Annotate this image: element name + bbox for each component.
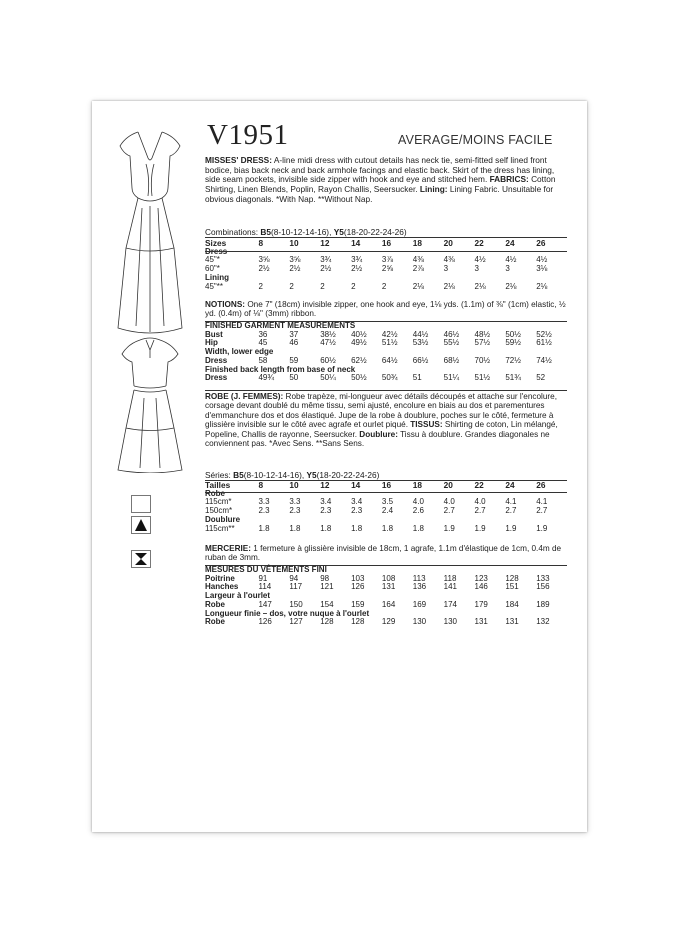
table-cell: 141 — [443, 582, 457, 592]
one-way-fabric-symbol — [131, 516, 151, 534]
table-cell: 57½ — [474, 338, 491, 348]
table-cell: 59½ — [505, 338, 521, 348]
section-label: Doublure — [205, 514, 241, 524]
divider — [205, 251, 567, 252]
table-cell: 2½ — [320, 264, 332, 274]
table-row — [205, 507, 563, 516]
table-cell: 2.3 — [320, 506, 332, 516]
table-cell: 4.0 — [412, 497, 424, 507]
row-label: Hip — [205, 338, 218, 348]
table-cell: 1.8 — [320, 523, 332, 533]
english-notions: NOTIONS: One 7" (18cm) invisible zipper, one hook and eye, 1⅛ yds. (1.1m) of ⅜" (1cm) elastic, ½ yd. (0.4m) of ⅛" (3mm) ribbon. — [205, 300, 566, 319]
row-label: 60"* — [205, 264, 220, 274]
divider — [205, 492, 567, 493]
table-cell: 2.6 — [412, 506, 424, 516]
table-cell: 4⅜ — [412, 255, 424, 265]
back-view-drawing — [118, 338, 182, 473]
size-header-cell: 18 — [412, 480, 423, 490]
table-row — [205, 283, 563, 292]
size-header-cell: 14 — [351, 238, 361, 248]
table-cell: 49¾ — [258, 373, 275, 383]
table-cell: 147 — [258, 599, 272, 609]
table-cell: 184 — [505, 599, 519, 609]
table-cell: 130 — [443, 617, 457, 627]
table-cell: 2⅛ — [474, 281, 486, 291]
dress-line-drawings — [108, 128, 192, 473]
table-cell: 2½ — [289, 264, 301, 274]
table-cell: 2.3 — [258, 506, 270, 516]
size-header-cell: 20 — [443, 480, 453, 490]
blank-fabric-symbol — [131, 495, 151, 513]
section-label: MESURES DU VÊTEMENTS FINI — [205, 565, 327, 574]
size-header-cell: 24 — [505, 480, 515, 490]
table-cell: 146 — [474, 582, 488, 592]
table-cell: 72½ — [505, 355, 521, 365]
table-cell: 4.1 — [536, 497, 548, 507]
table-cell: 55½ — [443, 338, 460, 348]
table-cell: 189 — [536, 599, 550, 609]
table-cell: 129 — [381, 617, 396, 627]
row-label: 115cm* — [205, 497, 232, 507]
table-cell: 51½ — [474, 373, 491, 383]
table-cell: 3 — [474, 264, 479, 274]
table-cell: 4.0 — [443, 497, 455, 507]
table-cell: 2.7 — [536, 506, 548, 516]
size-header-cell: 22 — [474, 480, 484, 490]
table-cell: 3¾ — [351, 255, 363, 265]
row-label: Hanches — [205, 582, 239, 592]
size-header-cell: 8 — [258, 238, 264, 248]
table-cell: 3 — [505, 264, 510, 274]
table-cell: 1.9 — [536, 523, 548, 533]
table-cell: 126 — [351, 582, 365, 592]
table-cell: 156 — [536, 582, 550, 592]
triangle-up-icon — [132, 517, 150, 533]
table-cell: 2.7 — [443, 506, 455, 516]
table-cell: 50½ — [351, 373, 367, 383]
table-cell: 3⅛ — [536, 264, 548, 274]
table-cell: 174 — [443, 599, 457, 609]
table-cell: 169 — [412, 599, 427, 609]
table-cell: 2⅛ — [536, 281, 548, 291]
table-cell: 127 — [289, 617, 303, 627]
table-cell: 150 — [289, 599, 303, 609]
table-cell: 126 — [258, 617, 272, 627]
table-cell: 1.9 — [474, 523, 486, 533]
table-cell: 1.8 — [258, 523, 270, 533]
french-description: ROBE (J. FEMMES): Robe trapèze, mi-longueur avec détails découpés et attache sur l'encolure, corsage devant doublé du même tissu, semi ajusté, encolure en biais au dos et parementures d'emmanchure dos et dos élastiqué. Jupe de la robe à doublure, poches sur le côté, fermeture à glissière invisible sur le côté avec agrafe et ourlet piqué. TISSUS: Shirting de coton, Lin mélangé, Popeline, Challis de rayonne, Seersucker. Doublure: Tissu à doublure. Grandes diagonales ne conviennent pas. *Avec Sens. **Sans Sens. — [205, 392, 558, 449]
size-header-cell: 10 — [289, 238, 299, 248]
table-cell: 2 — [351, 281, 356, 291]
row-label: Robe — [205, 599, 225, 609]
size-header-cell: 8 — [258, 480, 264, 490]
table-cell: 2 — [320, 281, 325, 291]
size-header-row — [205, 481, 563, 490]
size-header-cell: 12 — [320, 480, 330, 490]
table-cell: 2.3 — [351, 506, 363, 516]
table-cell: 159 — [351, 599, 365, 609]
table-cell: 103 — [351, 573, 365, 583]
table-cell: 74½ — [536, 355, 552, 365]
table-cell: 60½ — [320, 355, 336, 365]
table-cell: 58 — [258, 355, 268, 365]
table-row — [205, 525, 563, 534]
row-label: 45"** — [205, 281, 223, 291]
table-cell: 2½ — [351, 264, 363, 274]
table-cell: 2½ — [258, 264, 270, 274]
table-cell: 154 — [320, 599, 334, 609]
section-label: Robe — [205, 488, 225, 498]
size-header-cell: 26 — [536, 238, 546, 248]
english-yardage-table — [205, 239, 563, 291]
table-cell: 128 — [320, 617, 334, 627]
table-cell: 59 — [289, 355, 299, 365]
table-cell: 4⅜ — [443, 255, 455, 265]
table-cell: 2⅞ — [412, 264, 424, 274]
table-cell: 44½ — [412, 329, 429, 339]
table-cell: 3⅝ — [289, 255, 301, 265]
row-label: 150cm* — [205, 506, 233, 516]
table-cell: 66½ — [412, 355, 429, 365]
table-cell: 4½ — [474, 255, 486, 265]
table-cell: 45 — [258, 338, 268, 348]
table-cell: 48½ — [474, 329, 491, 339]
table-cell: 2.7 — [505, 506, 517, 516]
english-finished-table — [205, 322, 563, 383]
size-header-cell: 22 — [474, 238, 484, 248]
table-cell: 128 — [505, 573, 519, 583]
table-cell: 51 — [412, 373, 422, 383]
dress-title: MISSES' DRESS: — [205, 155, 272, 165]
table-cell: 131 — [474, 617, 488, 627]
french-notions: MERCERIE: 1 fermeture à glissière invisible de 18cm, 1 agrafe, 1.1m d'élastique de 1cm, 0.4m de ruban de 3mm. — [205, 544, 562, 563]
table-cell: 118 — [443, 573, 457, 583]
divider — [205, 390, 567, 391]
table-cell: 51¼ — [443, 373, 460, 383]
difficulty-label: AVERAGE/MOINS FACILE — [398, 133, 553, 147]
table-cell: 37 — [289, 329, 299, 339]
table-cell: 98 — [320, 573, 330, 583]
table-cell: 94 — [289, 573, 299, 583]
table-cell: 52 — [536, 373, 546, 383]
table-cell: 42½ — [381, 329, 398, 339]
table-cell: 121 — [320, 582, 334, 592]
table-cell: 3⅞ — [381, 255, 394, 265]
table-cell: 46½ — [443, 329, 460, 339]
fabrics-text: Cotton Shirting, Linen Blends, Poplin, Rayon Challis, Seersucker. — [205, 174, 556, 195]
table-cell: 50¼ — [320, 373, 336, 383]
table-row — [205, 618, 563, 627]
table-cell: 1.8 — [381, 523, 394, 533]
table-cell: 2 — [258, 281, 263, 291]
table-cell: 133 — [536, 573, 550, 583]
size-header-cell: 16 — [381, 480, 392, 490]
size-header-row — [205, 239, 563, 248]
table-cell: 151 — [505, 582, 519, 592]
table-cell: 132 — [536, 617, 550, 627]
table-cell: 128 — [351, 617, 365, 627]
front-view-drawing — [118, 132, 182, 333]
section-label: Lining — [205, 272, 229, 282]
section-label: Finished back length from base of neck — [205, 364, 356, 374]
table-cell: 40½ — [351, 329, 367, 339]
table-cell: 68½ — [443, 355, 460, 365]
table-cell: 3.4 — [351, 497, 363, 507]
table-cell: 91 — [258, 573, 268, 583]
table-cell: 117 — [289, 582, 303, 592]
table-cell: 2⅛ — [412, 281, 424, 291]
lining-text: Lining Fabric. Unsuitable for obvious diagonals. *With Nap. **Without Nap. — [205, 184, 554, 204]
row-label: 45"* — [205, 255, 220, 265]
table-cell: 131 — [505, 617, 519, 627]
table-cell: 4½ — [505, 255, 517, 265]
table-cell: 3.3 — [289, 497, 301, 507]
row-label: Bust — [205, 329, 223, 339]
section-label: FINISHED GARMENT MEASUREMENTS — [205, 321, 356, 330]
table-cell: 52½ — [536, 329, 552, 339]
table-cell: 3 — [443, 264, 449, 274]
table-cell: 3⅝ — [258, 255, 270, 265]
row-label: Poitrine — [205, 573, 235, 583]
table-cell: 61½ — [536, 338, 552, 348]
table-cell: 1.8 — [351, 523, 363, 533]
table-cell: 51¾ — [505, 373, 521, 383]
table-cell: 3.5 — [381, 497, 394, 507]
french-combinations: Séries: B5(8-10-12-14-16), Y5(18-20-22-24-26) — [205, 470, 380, 480]
section-label: Dress — [205, 246, 228, 256]
row-label: Dress — [205, 373, 228, 383]
pattern-code: V1951 — [207, 119, 289, 151]
table-cell: 2 — [289, 281, 294, 291]
table-row — [205, 265, 563, 274]
size-header-label: Sizes — [205, 238, 227, 248]
size-header-cell: 10 — [289, 480, 299, 490]
table-cell: 1.9 — [505, 523, 517, 533]
table-cell: 2.3 — [289, 506, 301, 516]
table-cell: 70½ — [474, 355, 491, 365]
section-label: Longueur finie – dos, votre nuque à l'ourlet — [205, 608, 370, 618]
size-header-cell: 24 — [505, 238, 515, 248]
french-finished-table — [205, 566, 563, 627]
table-cell: 50½ — [505, 329, 521, 339]
table-cell: 131 — [381, 582, 396, 592]
table-cell: 50 — [289, 373, 299, 383]
table-cell: 3.3 — [258, 497, 270, 507]
section-label: Width, lower edge — [205, 347, 274, 357]
section-label: Largeur à l'ourlet — [205, 591, 271, 601]
french-yardage-table — [205, 481, 563, 533]
table-cell: 1.8 — [289, 523, 301, 533]
row-label: 115cm** — [205, 523, 235, 533]
table-cell: 50¾ — [381, 373, 398, 383]
hourglass-icon — [132, 551, 150, 567]
table-cell: 38½ — [320, 329, 336, 339]
table-row — [205, 374, 563, 383]
table-cell: 4.0 — [474, 497, 486, 507]
table-cell: 2 — [381, 281, 387, 291]
table-cell: 2.4 — [381, 506, 394, 516]
size-header-cell: 20 — [443, 238, 453, 248]
table-cell: 123 — [474, 573, 488, 583]
table-cell: 164 — [381, 599, 396, 609]
size-header-cell: 18 — [412, 238, 423, 248]
table-cell: 3¾ — [320, 255, 332, 265]
table-cell: 46 — [289, 338, 299, 348]
table-cell: 51½ — [381, 338, 398, 348]
table-cell: 49½ — [351, 338, 367, 348]
dress-description: A-line midi dress with cutout details has neck tie, semi-fitted self lined front bodice, bias back neck and back armhole facings and elastic back. Skirt of the dress has lining, side seam pockets, invisible side zipper with hook and eye and stitched hem. — [205, 155, 555, 185]
english-combinations: Combinations: B5(8-10-12-14-16), Y5(18-20-22-24-26) — [205, 227, 407, 237]
table-cell: 136 — [412, 582, 427, 592]
table-cell: 130 — [412, 617, 427, 627]
table-cell: 4½ — [536, 255, 548, 265]
size-header-cell: 14 — [351, 480, 361, 490]
table-cell: 53½ — [412, 338, 429, 348]
table-cell: 1.8 — [412, 523, 424, 533]
table-cell: 2.7 — [474, 506, 486, 516]
table-cell: 114 — [258, 582, 272, 592]
table-cell: 4.1 — [505, 497, 517, 507]
english-description — [205, 156, 567, 205]
row-label: Dress — [205, 355, 228, 365]
row-label: Robe — [205, 617, 225, 627]
table-cell: 108 — [381, 573, 396, 583]
table-cell: 3.4 — [320, 497, 332, 507]
table-cell: 1.9 — [443, 523, 455, 533]
table-cell: 64½ — [381, 355, 398, 365]
table-cell: 2⅛ — [505, 281, 517, 291]
size-header-label: Tailles — [205, 480, 231, 490]
fabrics-label: FABRICS: — [489, 174, 529, 185]
table-cell: 2⅛ — [443, 281, 455, 291]
table-cell: 179 — [474, 599, 488, 609]
table-cell: 62½ — [351, 355, 367, 365]
lining-label: Lining: — [419, 184, 448, 195]
size-header-cell: 16 — [381, 238, 392, 248]
size-header-cell: 26 — [536, 480, 546, 490]
two-way-fabric-symbol — [131, 550, 151, 568]
table-cell: 2⅝ — [381, 264, 394, 274]
table-cell: 36 — [258, 329, 268, 339]
table-cell: 113 — [412, 573, 426, 583]
table-cell: 47½ — [320, 338, 336, 348]
size-header-cell: 12 — [320, 238, 330, 248]
